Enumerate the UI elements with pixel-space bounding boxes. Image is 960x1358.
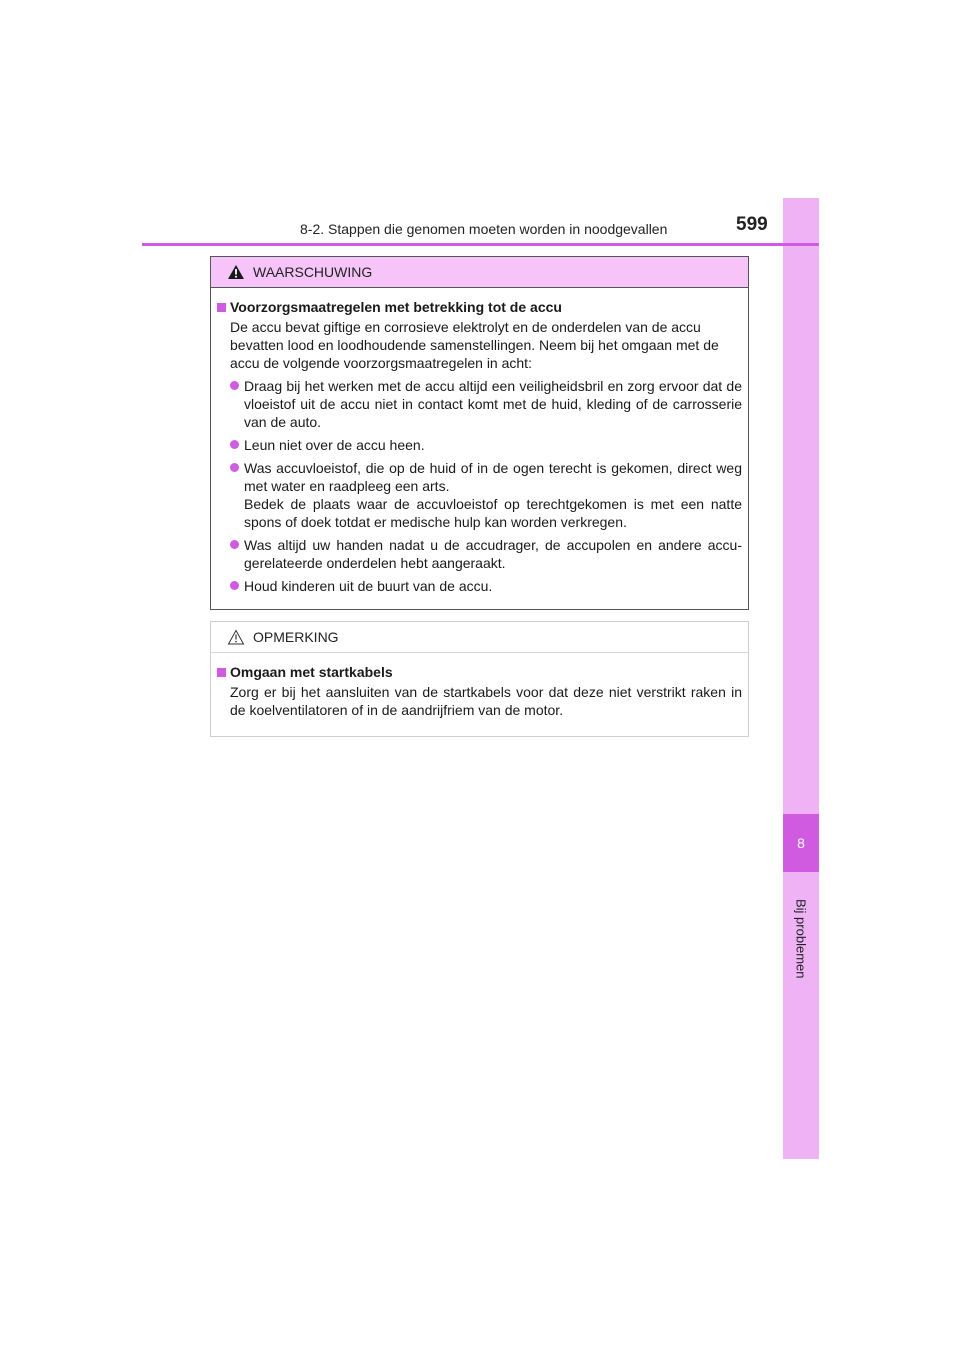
warning-intro: De accu bevat giftige en corrosieve elektrolyt en de onderdelen van de accu bevatten lood en loodhoudende samenstellingen. Neem bij het omgaan met de accu de volgende voorzorgsmaatregelen in acht:	[230, 319, 719, 371]
chapter-title: Bij problemen	[793, 899, 809, 979]
list-item: Draag bij het werken met de accu altijd een veiligheidsbril en zorg ervoor dat de vloeistof uit de accu niet in contact komt met de huid, kleding of de carrosserie van de auto.	[230, 377, 742, 431]
warning-section-title: Voorzorgsmaatregelen met betrekking tot de accu	[217, 298, 742, 316]
warning-box	[210, 256, 749, 610]
header-section-title: 8-2. Stappen die genomen moeten worden in noodgevallen	[300, 221, 668, 237]
notice-text: Zorg er bij het aansluiten van de startkabels voor dat deze niet verstrikt raken in de koelventilatoren of in de aandrijfriem van de motor.	[230, 684, 742, 718]
list-item: Leun niet over de accu heen.	[230, 436, 742, 454]
notice-box	[210, 621, 749, 737]
square-bullet-icon	[217, 668, 226, 677]
side-tab	[783, 198, 819, 1159]
list-item: Was altijd uw handen nadat u de accudrager, de accupolen en andere accu-gerelateerde onderdelen hebt aangeraakt.	[230, 536, 742, 572]
list-item: Houd kinderen uit de buurt van de accu.	[230, 577, 742, 595]
warning-header	[211, 257, 748, 288]
notice-section-title: Omgaan met startkabels	[217, 663, 742, 681]
bullet-icon	[230, 381, 239, 390]
warning-title: WAARSCHUWING	[253, 264, 373, 280]
warning-body	[211, 288, 748, 595]
caution-outline-icon	[227, 629, 245, 645]
notice-body	[211, 653, 748, 719]
page-number: 599	[736, 214, 768, 235]
list-item: Was accuvloeistof, die op de huid of in de ogen terecht is gekomen, direct weg met water en raadpleeg een arts. Bedek de plaats waar de accuvloeistof op terechtgekomen is met een natte spons of doek totdat er medische hulp kan worden verkregen.	[230, 459, 742, 531]
bullet-icon	[230, 463, 239, 472]
notice-header	[211, 622, 748, 653]
notice-title: OPMERKING	[253, 629, 339, 645]
bullet-icon	[230, 440, 239, 449]
warning-icon	[227, 264, 245, 280]
header-rule	[142, 243, 819, 246]
chapter-number: 8	[783, 814, 819, 872]
square-bullet-icon	[217, 303, 226, 312]
bullet-icon	[230, 540, 239, 549]
bullet-icon	[230, 581, 239, 590]
